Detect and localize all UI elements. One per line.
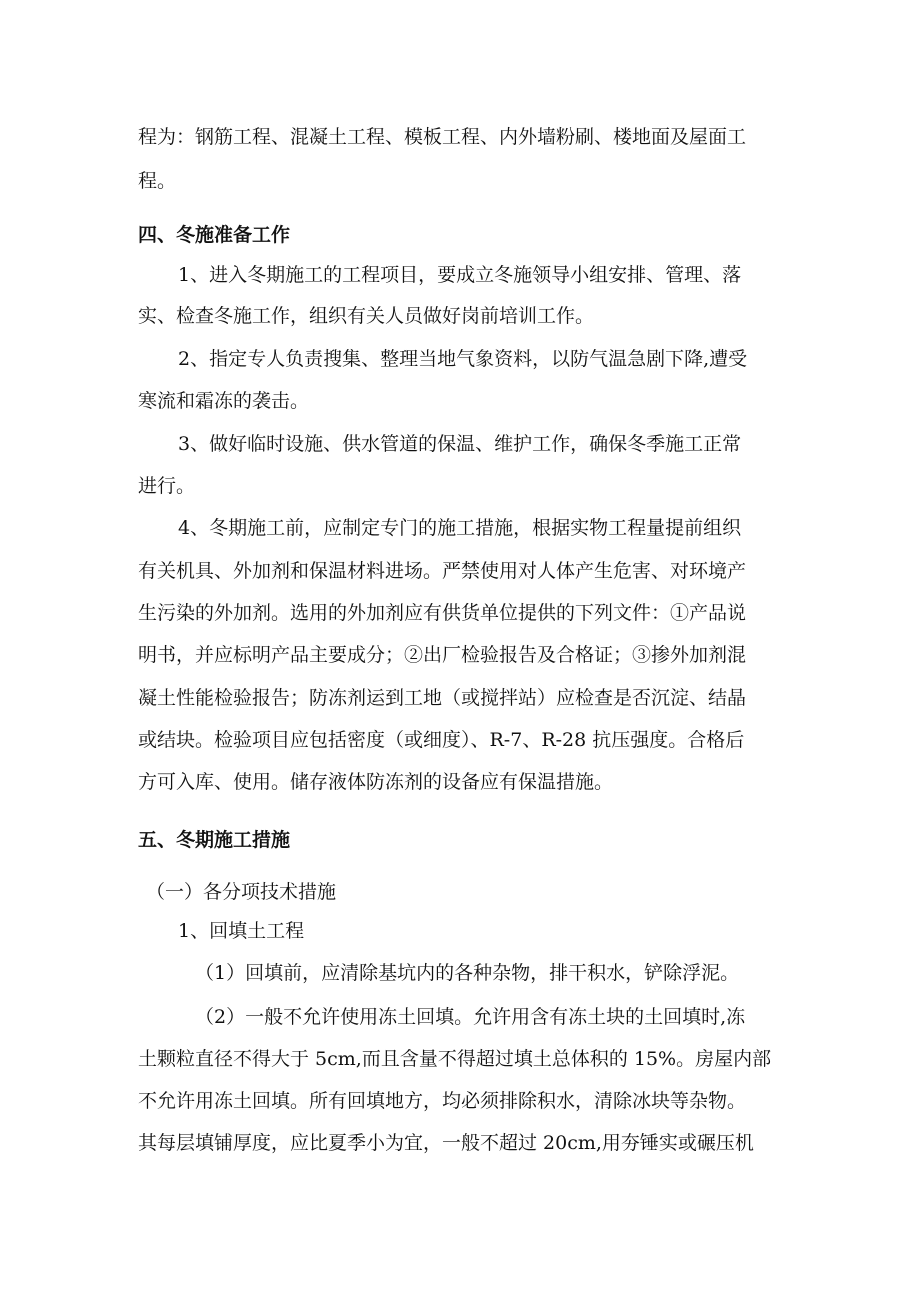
paragraph-line: （2）一般不允许使用冻土回填。允许用含有冻土块的土回填时,冻 [195, 1006, 746, 1028]
paragraph-line: （1）回填前，应清除基坑内的各种杂物，排干积水，铲除浮泥。 [195, 962, 740, 984]
paragraph-line: 程。 [138, 170, 177, 192]
subsection-heading: （一）各分项技术措施 [146, 881, 337, 903]
section-heading-winter-measures: 五、冬期施工措施 [138, 829, 291, 851]
paragraph-line: 方可入库、使用。储存液体防冻剂的设备应有保温措施。 [138, 771, 614, 793]
paragraph-line: 有关机具、外加剂和保温材料进场。严禁使用对人体产生危害、对环境产 [138, 560, 747, 582]
paragraph-line: 其每层填铺厚度，应比夏季小为宜，一般不超过 20cm,用夯锤实或碾压机 [138, 1132, 754, 1154]
paragraph-line: 4、冬期施工前，应制定专门的施工措施，根据实物工程量提前组织 [178, 517, 742, 539]
paragraph-line: 凝土性能检验报告；防冻剂运到工地（或搅拌站）应检查是否沉淀、结晶 [138, 687, 747, 709]
paragraph-line: 程为：钢筋工程、混凝土工程、模板工程、内外墙粉刷、楼地面及屋面工 [138, 126, 747, 148]
paragraph-line: 3、做好临时设施、供水管道的保温、维护工作，确保冬季施工正常 [178, 433, 742, 455]
paragraph-line: 进行。 [138, 475, 196, 497]
paragraph-line: 1、进入冬期施工的工程项目，要成立冬施领导小组安排、管理、落 [178, 264, 742, 286]
paragraph-line: 实、检查冬施工作，组织有关人员做好岗前培训工作。 [138, 305, 595, 327]
paragraph-line: 明书，并应标明产品主要成分；②出厂检验报告及合格证；③掺外加剂混 [138, 644, 747, 666]
section-heading-winter-preparation: 四、冬施准备工作 [138, 224, 291, 246]
paragraph-line: 土颗粒直径不得大于 5cm,而且含量不得超过填土总体积的 15%。房屋内部 [138, 1048, 772, 1070]
paragraph-line: 寒流和霜冻的袭击。 [138, 390, 310, 412]
paragraph-line: 或结块。检验项目应包括密度（或细度）、R-7、R-28 抗压强度。合格后 [138, 729, 745, 751]
paragraph-line: 生污染的外加剂。选用的外加剂应有供货单位提供的下列文件：①产品说 [138, 602, 747, 624]
item-heading: 1、回填土工程 [178, 920, 305, 942]
paragraph-line: 2、指定专人负责搜集、整理当地气象资料，以防气温急剧下降,遭受 [178, 348, 748, 370]
paragraph-line: 不允许用冻土回填。所有回填地方，均必须排除积水，清除冰块等杂物。 [138, 1090, 747, 1112]
